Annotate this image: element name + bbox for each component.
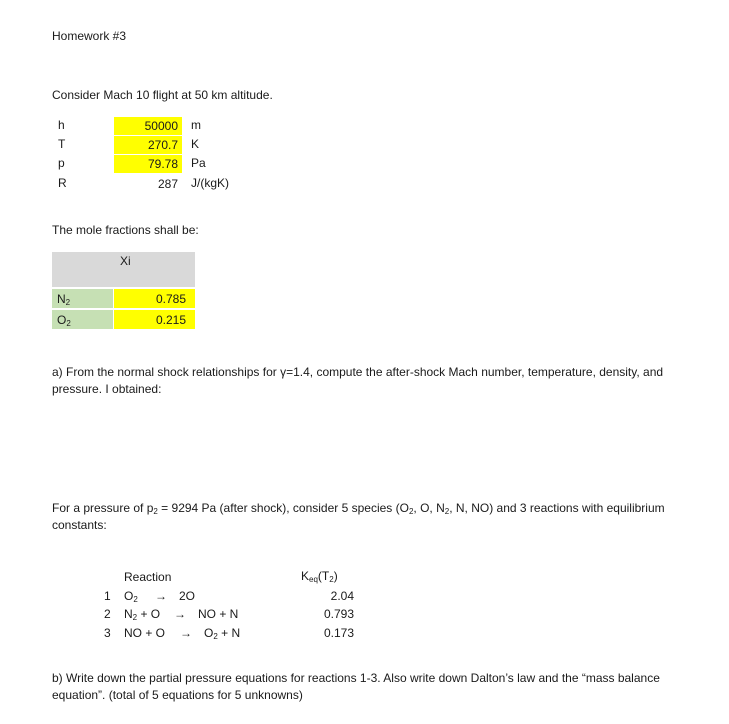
reaction-rhs: NO + N xyxy=(198,607,239,621)
reaction-rhs: 2O xyxy=(179,589,196,603)
species-label: $N_2$ xyxy=(57,292,71,307)
arrow-icon: → xyxy=(180,626,192,640)
reaction-number: 1 xyxy=(104,589,111,603)
arrow-icon: → xyxy=(155,589,167,603)
question-b: b) Write down the partial pressure equations for reactions 1-3. Also write down Dalton’s law and the “mass balance equation”. (total of 5 equations for 5 unknowns) xyxy=(52,671,660,702)
reaction-lhs: NO + O xyxy=(124,626,166,640)
mole-value: 0.785 xyxy=(156,292,187,306)
arrow-icon: → xyxy=(174,607,186,621)
keq-header: $K_{eq}(T_2)$ xyxy=(301,569,338,584)
reaction-lhs: $O_2$ xyxy=(124,589,138,604)
condition-symbol: h xyxy=(58,118,65,132)
condition-unit: J/(kgK) xyxy=(191,176,230,190)
reaction-number: 2 xyxy=(104,607,111,621)
condition-unit: K xyxy=(191,137,200,151)
keq-value: 2.04 xyxy=(330,589,354,603)
mole-header: Xi xyxy=(120,254,131,268)
condition-unit: Pa xyxy=(191,156,206,170)
mole-intro: The mole fractions shall be: xyxy=(52,223,199,237)
intro-text: Consider Mach 10 flight at 50 km altitude. xyxy=(52,88,273,102)
condition-symbol: T xyxy=(58,137,66,151)
question-a: a) From the normal shock relationships for γ=1.4, compute the after-shock Mach number, temperature, density, and pressure. I obtained: xyxy=(52,365,664,396)
pressure-paragraph: For a pressure of $p_2 = 9294$ Pa (after shock), consider 5 species ($O_2$, O, $N_2$, N, NO) and 3 reactions with equilibrium constants: xyxy=(52,501,665,532)
condition-value: 287 xyxy=(157,177,178,191)
keq-value: 0.173 xyxy=(323,626,354,640)
condition-unit: m xyxy=(191,118,201,132)
reaction-lhs: $N_2 + O$ xyxy=(124,607,161,622)
reaction-number: 3 xyxy=(104,626,111,640)
mole-header-spacer xyxy=(52,270,195,287)
condition-symbol: p xyxy=(58,156,65,170)
reaction-header: Reaction xyxy=(124,570,172,584)
reaction-rhs: $O_2 + N$ xyxy=(204,626,241,641)
keq-value: 0.793 xyxy=(323,607,354,621)
condition-value: 50000 xyxy=(114,117,182,135)
condition-symbol: R xyxy=(58,176,67,190)
page-title: Homework #3 xyxy=(52,29,127,43)
species-label: $O_2$ xyxy=(57,313,71,328)
mole-value: 0.215 xyxy=(156,313,187,327)
condition-value: 270.7 xyxy=(114,136,182,154)
condition-value: 79.78 xyxy=(114,155,182,173)
